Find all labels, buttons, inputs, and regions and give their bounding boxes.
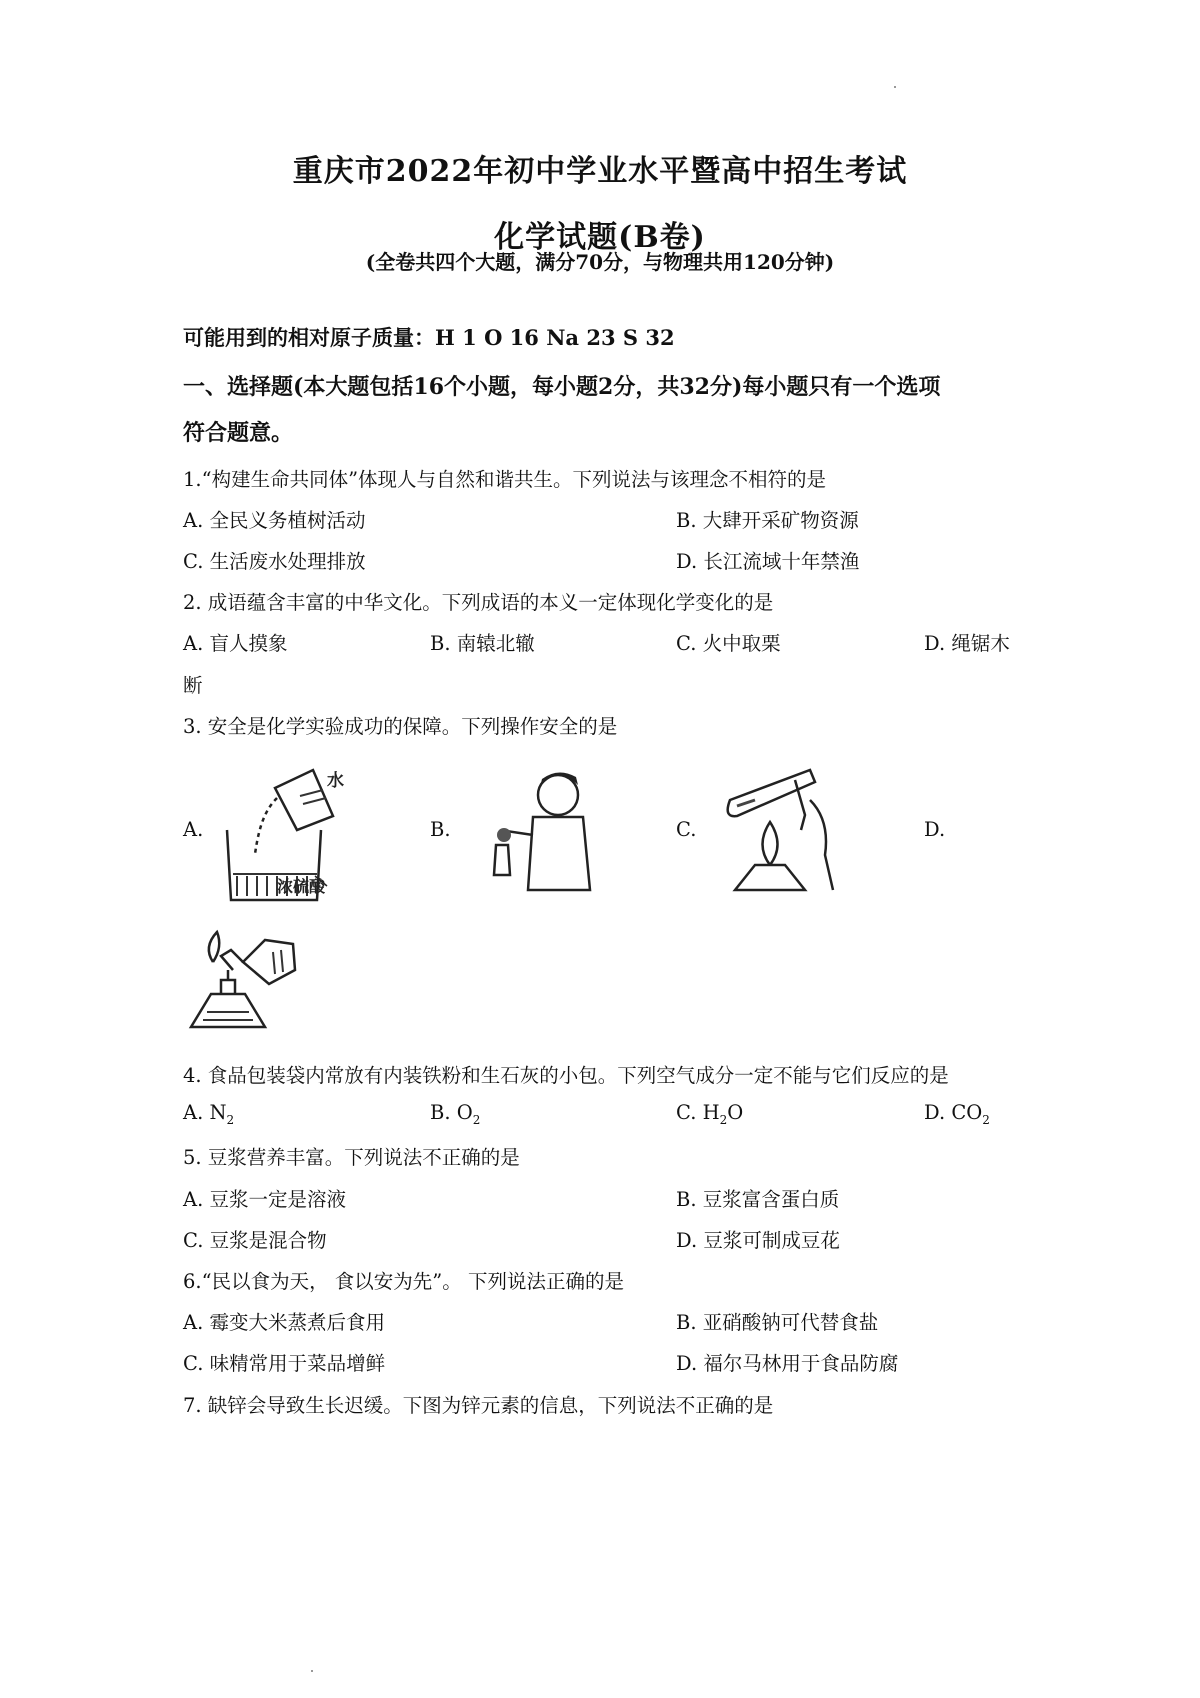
label-water: 水 [327,771,344,791]
scan-speck [311,1670,313,1672]
q5-option-d: D. 豆浆可制成豆花 [676,1229,840,1252]
q2-option-b: B. 南辕北辙 [430,632,535,655]
figure-dilution [215,758,375,908]
exam-note: (全卷共四个大题，满分70分，与物理共用120分钟) [365,250,835,274]
q1-option-b: B. 大肆开采矿物资源 [676,509,859,532]
question-5-stem: 5. 豆浆营养丰富。下列说法不正确的是 [183,1146,520,1169]
question-4-stem: 4. 食品包装袋内常放有内装铁粉和生石灰的小包。下列空气成分一定不能与它们反应的是 [183,1064,949,1087]
tilted-lamp-neck [221,950,243,970]
q4-option-d: D. $CO_2$ [924,1101,990,1127]
test-tube [728,770,815,816]
body [528,817,590,890]
figure-lighting-lamp [183,922,318,1042]
q5-option-c: C. 豆浆是混合物 [183,1229,327,1252]
q5-option-a: A. 豆浆一定是溶液 [183,1188,346,1211]
q3-option-b: B. [430,818,451,841]
q6-option-d: D. 福尔马林用于食品防腐 [676,1352,899,1375]
lamp-body [191,994,265,1027]
question-1-stem: 1.“构建生命共同体”体现人与自然和谐共生。下列说法与该理念不相符的是 [183,468,827,491]
q4-option-b: B. $O_2$ [430,1101,481,1127]
q1-option-a: A. 全民义务植树活动 [183,509,366,532]
q6-option-c: C. 味精常用于菜品增鲜 [183,1352,386,1375]
figure-heating-tube [715,760,850,900]
question-2-stem: 2. 成语蕴含丰富的中华文化。下列成语的本义一定体现化学变化的是 [183,591,774,614]
hand [497,828,511,842]
question-7-stem: 7. 缺锌会导致生长迟缓。下图为锌元素的信息，下列说法不正确的是 [183,1394,774,1417]
flame [209,932,219,962]
pour-stream [255,798,277,854]
tilted-lamp [243,940,295,984]
section-heading-cont: 符合题意。 [183,420,294,446]
label-conc-acid: 浓硫酸 [277,877,326,896]
hair [540,772,578,787]
q2-option-d: D. 绳锯木 [924,632,1010,655]
q6-option-b: B. 亚硝酸钠可代替食盐 [676,1311,879,1334]
figure-smelling [478,765,598,895]
lamp-neck [221,980,235,994]
pouring-beaker-outline [275,770,333,830]
page-title: 重庆市2022年初中学业水平暨高中招生考试 [292,154,908,189]
question-6-stem: 6.“民以食为天， 食以安为先”。 下列说法正确的是 [183,1270,624,1293]
section-heading: 一、选择题(本大题包括16个小题，每小题2分，共32分)每小题只有一个选项 [183,374,941,400]
hand [810,800,833,890]
q2-option-c: C. 火中取栗 [676,632,781,655]
tube-content [737,800,755,806]
q5-option-b: B. 豆浆富含蛋白质 [676,1188,840,1211]
scan-speck [894,86,896,88]
q3-option-d: D. [924,818,946,841]
q4-option-a: A. $N_2$ [183,1101,235,1127]
q3-option-a: A. [183,818,204,841]
atomic-masses: 可能用到的相对原子质量：H 1 O 16 Na 23 S 32 [183,325,675,350]
q2-option-d-cont: 断 [183,674,203,697]
q1-option-d: D. 长江流域十年禁渔 [676,550,860,573]
q1-option-c: C. 生活废水处理排放 [183,550,366,573]
q3-option-c: C. [676,818,697,841]
flame [763,822,778,865]
q2-option-a: A. 盲人摸象 [183,632,288,655]
paper-subtitle: 化学试题(B卷) [494,220,706,255]
bottle [494,845,510,875]
alcohol-lamp [735,865,805,890]
q4-option-c: C. $H_2O$ [676,1101,744,1127]
q6-option-a: A. 霉变大米蒸煮后食用 [183,1311,385,1334]
question-3-stem: 3. 安全是化学实验成功的保障。下列操作安全的是 [183,715,618,738]
